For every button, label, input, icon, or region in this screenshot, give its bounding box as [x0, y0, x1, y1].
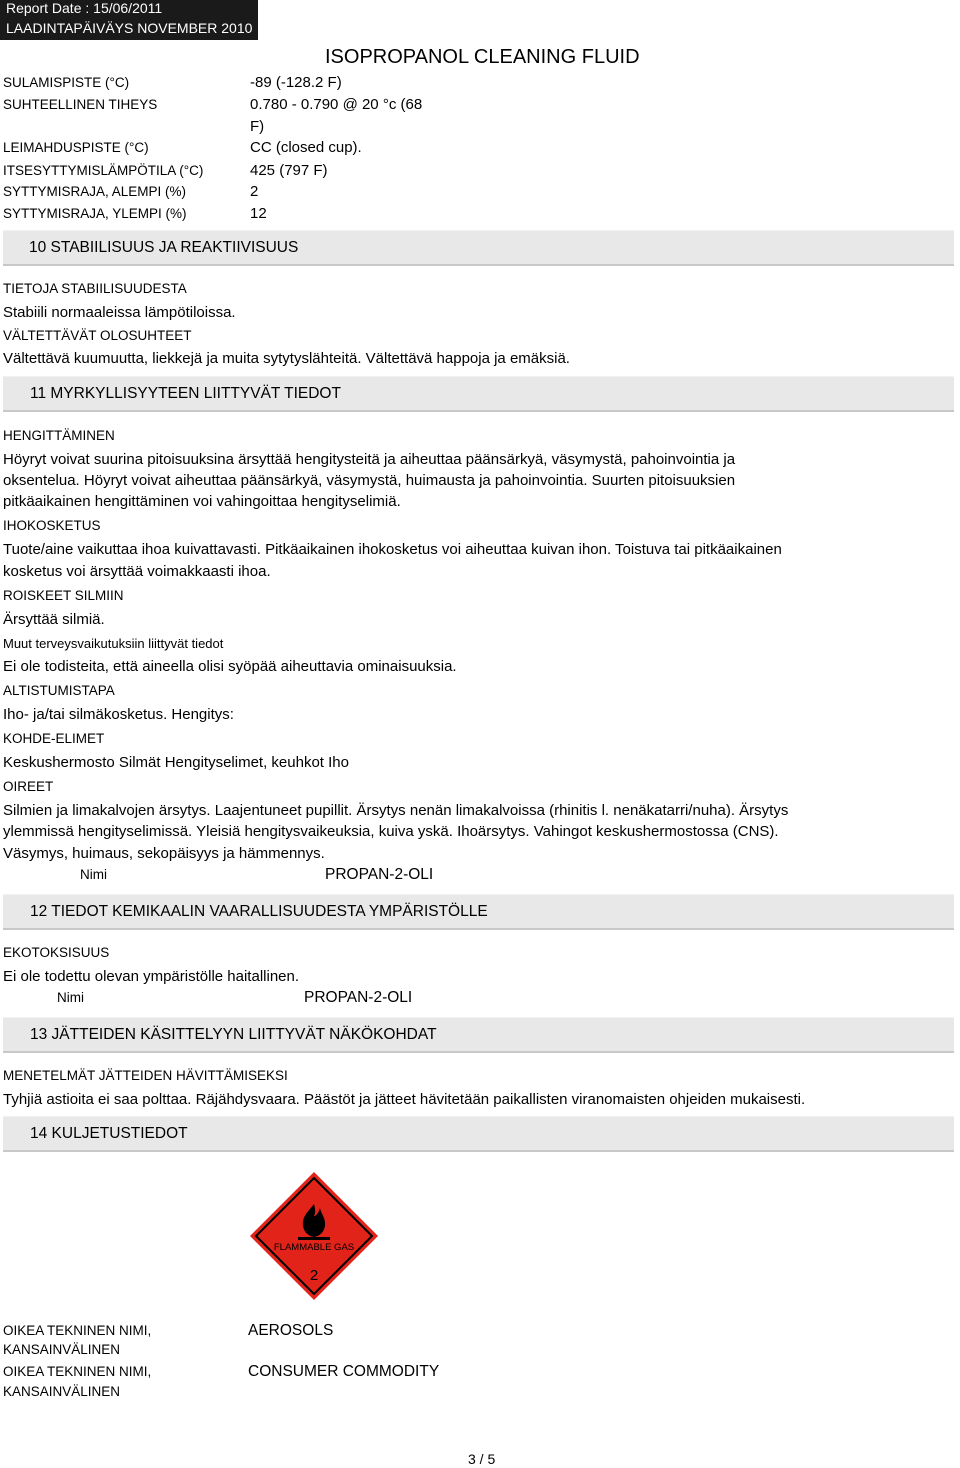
shipping-name-value: AEROSOLS	[248, 1322, 334, 1339]
body-text: Tuote/aine vaikuttaa ihoa kuivattavasti. Pitkäaikainen ihokosketus voi aiheuttaa kuivan ihon. Toistuva tai pitkäaikainen	[3, 541, 782, 558]
body-text: Väsymys, huimaus, sekopäisyys ja hämmennys.	[3, 845, 325, 862]
shipping-name-label: KANSAINVÄLINEN	[3, 1342, 121, 1357]
substance-name-value: PROPAN-2-OLI	[304, 989, 413, 1006]
product-title: ISOPROPANOL CLEANING FLUID	[325, 46, 640, 68]
section-header-10	[3, 230, 954, 266]
subheading: EKOTOKSISUUS	[3, 945, 110, 960]
property-value: -89 (-128.2 F)	[250, 74, 342, 91]
property-label: ITSESYTTYMISLÄMPÖTILA (°C)	[3, 163, 204, 178]
report-header-bar	[0, 0, 258, 40]
subheading: Muut terveysvaikutuksiin liittyvät tiedot	[3, 636, 224, 651]
section-header-13	[3, 1017, 954, 1053]
subheading: KOHDE-ELIMET	[3, 731, 105, 746]
pictogram-class: 2	[309, 1267, 319, 1284]
subheading: IHOKOSKETUS	[3, 518, 101, 533]
body-text: Vältettävä kuumuutta, liekkejä ja muita sytytyslähteitä. Vältettävä happoja ja emäksiä.	[3, 350, 570, 367]
pictogram-label: FLAMMABLE GAS	[273, 1242, 355, 1253]
substance-name-value: PROPAN-2-OLI	[325, 866, 434, 883]
body-text: Ei ole todisteita, että aineella olisi syöpää aiheuttavia ominaisuuksia.	[3, 658, 457, 675]
body-text: Höyryt voivat suurina pitoisuuksina ärsyttää hengitysteitä ja aiheuttaa päänsärkyä, väsymystä, pahoinvointia ja	[3, 451, 736, 468]
body-text: Keskushermosto Silmät Hengityselimet, keuhkot Iho	[3, 754, 349, 771]
property-value: 12	[250, 205, 267, 222]
body-text: pitkäaikainen hengittäminen voi vahingoittaa hengityselimiä.	[3, 493, 401, 510]
substance-name-label: Nimi	[57, 990, 84, 1005]
subheading: VÄLTETTÄVÄT OLOSUHTEET	[3, 328, 192, 343]
section-title: 13 JÄTTEIDEN KÄSITTELYYN LIITTYVÄT NÄKÖKOHDAT	[30, 1026, 437, 1043]
section-header-11	[3, 376, 954, 412]
property-label: SUHTEELLINEN TIHEYS	[3, 97, 158, 112]
shipping-name-label: KANSAINVÄLINEN	[3, 1384, 121, 1399]
report-date: Report Date : 15/06/2011	[6, 0, 163, 16]
subheading: OIREET	[3, 779, 54, 794]
property-label: SULAMISPISTE (°C)	[3, 75, 130, 90]
body-text: Stabiili normaaleissa lämpötiloissa.	[3, 304, 236, 321]
subheading: TIETOJA STABIILISUUDESTA	[3, 281, 187, 296]
body-text: oksentelua. Höyryt voivat aiheuttaa päänsärkyä, väsymystä, huimausta ja pahoinvointia. Suurten pitoisuuksien	[3, 472, 736, 489]
section-title: 10 STABIILISUUS JA REAKTIIVISUUS	[29, 239, 299, 256]
subheading: HENGITTÄMINEN	[3, 428, 115, 443]
body-text: ylemmissä hengityselimissä. Yleisiä hengitysvaikeuksia, kuiva yskä. Ihoärsytys. Vahingot keskushermostossa (CNS).	[3, 823, 779, 840]
property-value: 425 (797 F)	[250, 162, 328, 179]
property-value: 2	[250, 183, 259, 200]
section-header-14	[3, 1116, 954, 1152]
page-number: 3 / 5	[468, 1451, 496, 1467]
revision-date: LAADINTAPÄIVÄYS NOVEMBER 2010	[6, 20, 253, 36]
substance-name-label: Nimi	[80, 867, 107, 882]
body-text: kosketus voi ärsyttää voimakkaasti ihoa.	[3, 563, 271, 580]
property-value: CC (closed cup).	[250, 139, 362, 156]
property-label: SYTTYMISRAJA, YLEMPI (%)	[3, 206, 187, 221]
property-label: LEIMAHDUSPISTE (°C)	[3, 140, 149, 155]
section-title: 14 KULJETUSTIEDOT	[30, 1125, 188, 1142]
section-title: 11 MYRKYLLISYYTEEN LIITTYVÄT TIEDOT	[30, 385, 341, 402]
body-text: Ei ole todettu olevan ympäristölle haitallinen.	[3, 968, 300, 985]
shipping-name-label: OIKEA TEKNINEN NIMI,	[3, 1364, 152, 1379]
subheading: MENETELMÄT JÄTTEIDEN HÄVITTÄMISEKSI	[3, 1068, 288, 1083]
body-text: Iho- ja/tai silmäkosketus. Hengitys:	[3, 706, 234, 723]
subheading: ALTISTUMISTAPA	[3, 683, 115, 698]
property-value-continued: F)	[250, 118, 265, 135]
subheading: ROISKEET SILMIIN	[3, 588, 124, 603]
shipping-name-label: OIKEA TEKNINEN NIMI,	[3, 1323, 152, 1338]
section-header-12	[3, 894, 954, 930]
property-label: SYTTYMISRAJA, ALEMPI (%)	[3, 184, 187, 199]
section-title: 12 TIEDOT KEMIKAALIN VAARALLISUUDESTA YMPÄRISTÖLLE	[30, 903, 488, 920]
flammable-gas-pictogram	[248, 1170, 380, 1302]
body-text: Tyhjiä astioita ei saa polttaa. Räjähdysvaara. Päästöt ja jätteet hävitetään paikallisten viranomaisten ohjeiden mukaisesti.	[3, 1091, 806, 1108]
property-value: 0.780 - 0.790 @ 20 °c (68	[250, 96, 423, 113]
flammable-gas-diamond-icon	[248, 1170, 380, 1302]
body-text: Silmien ja limakalvojen ärsytys. Laajentuneet pupillit. Ärsytys nenän limakalvoissa (rhinitis l. nenäkatarri/nuha). Ärsytys	[3, 802, 789, 819]
body-text: Ärsyttää silmiä.	[3, 611, 105, 628]
shipping-name-value: CONSUMER COMMODITY	[248, 1363, 440, 1380]
